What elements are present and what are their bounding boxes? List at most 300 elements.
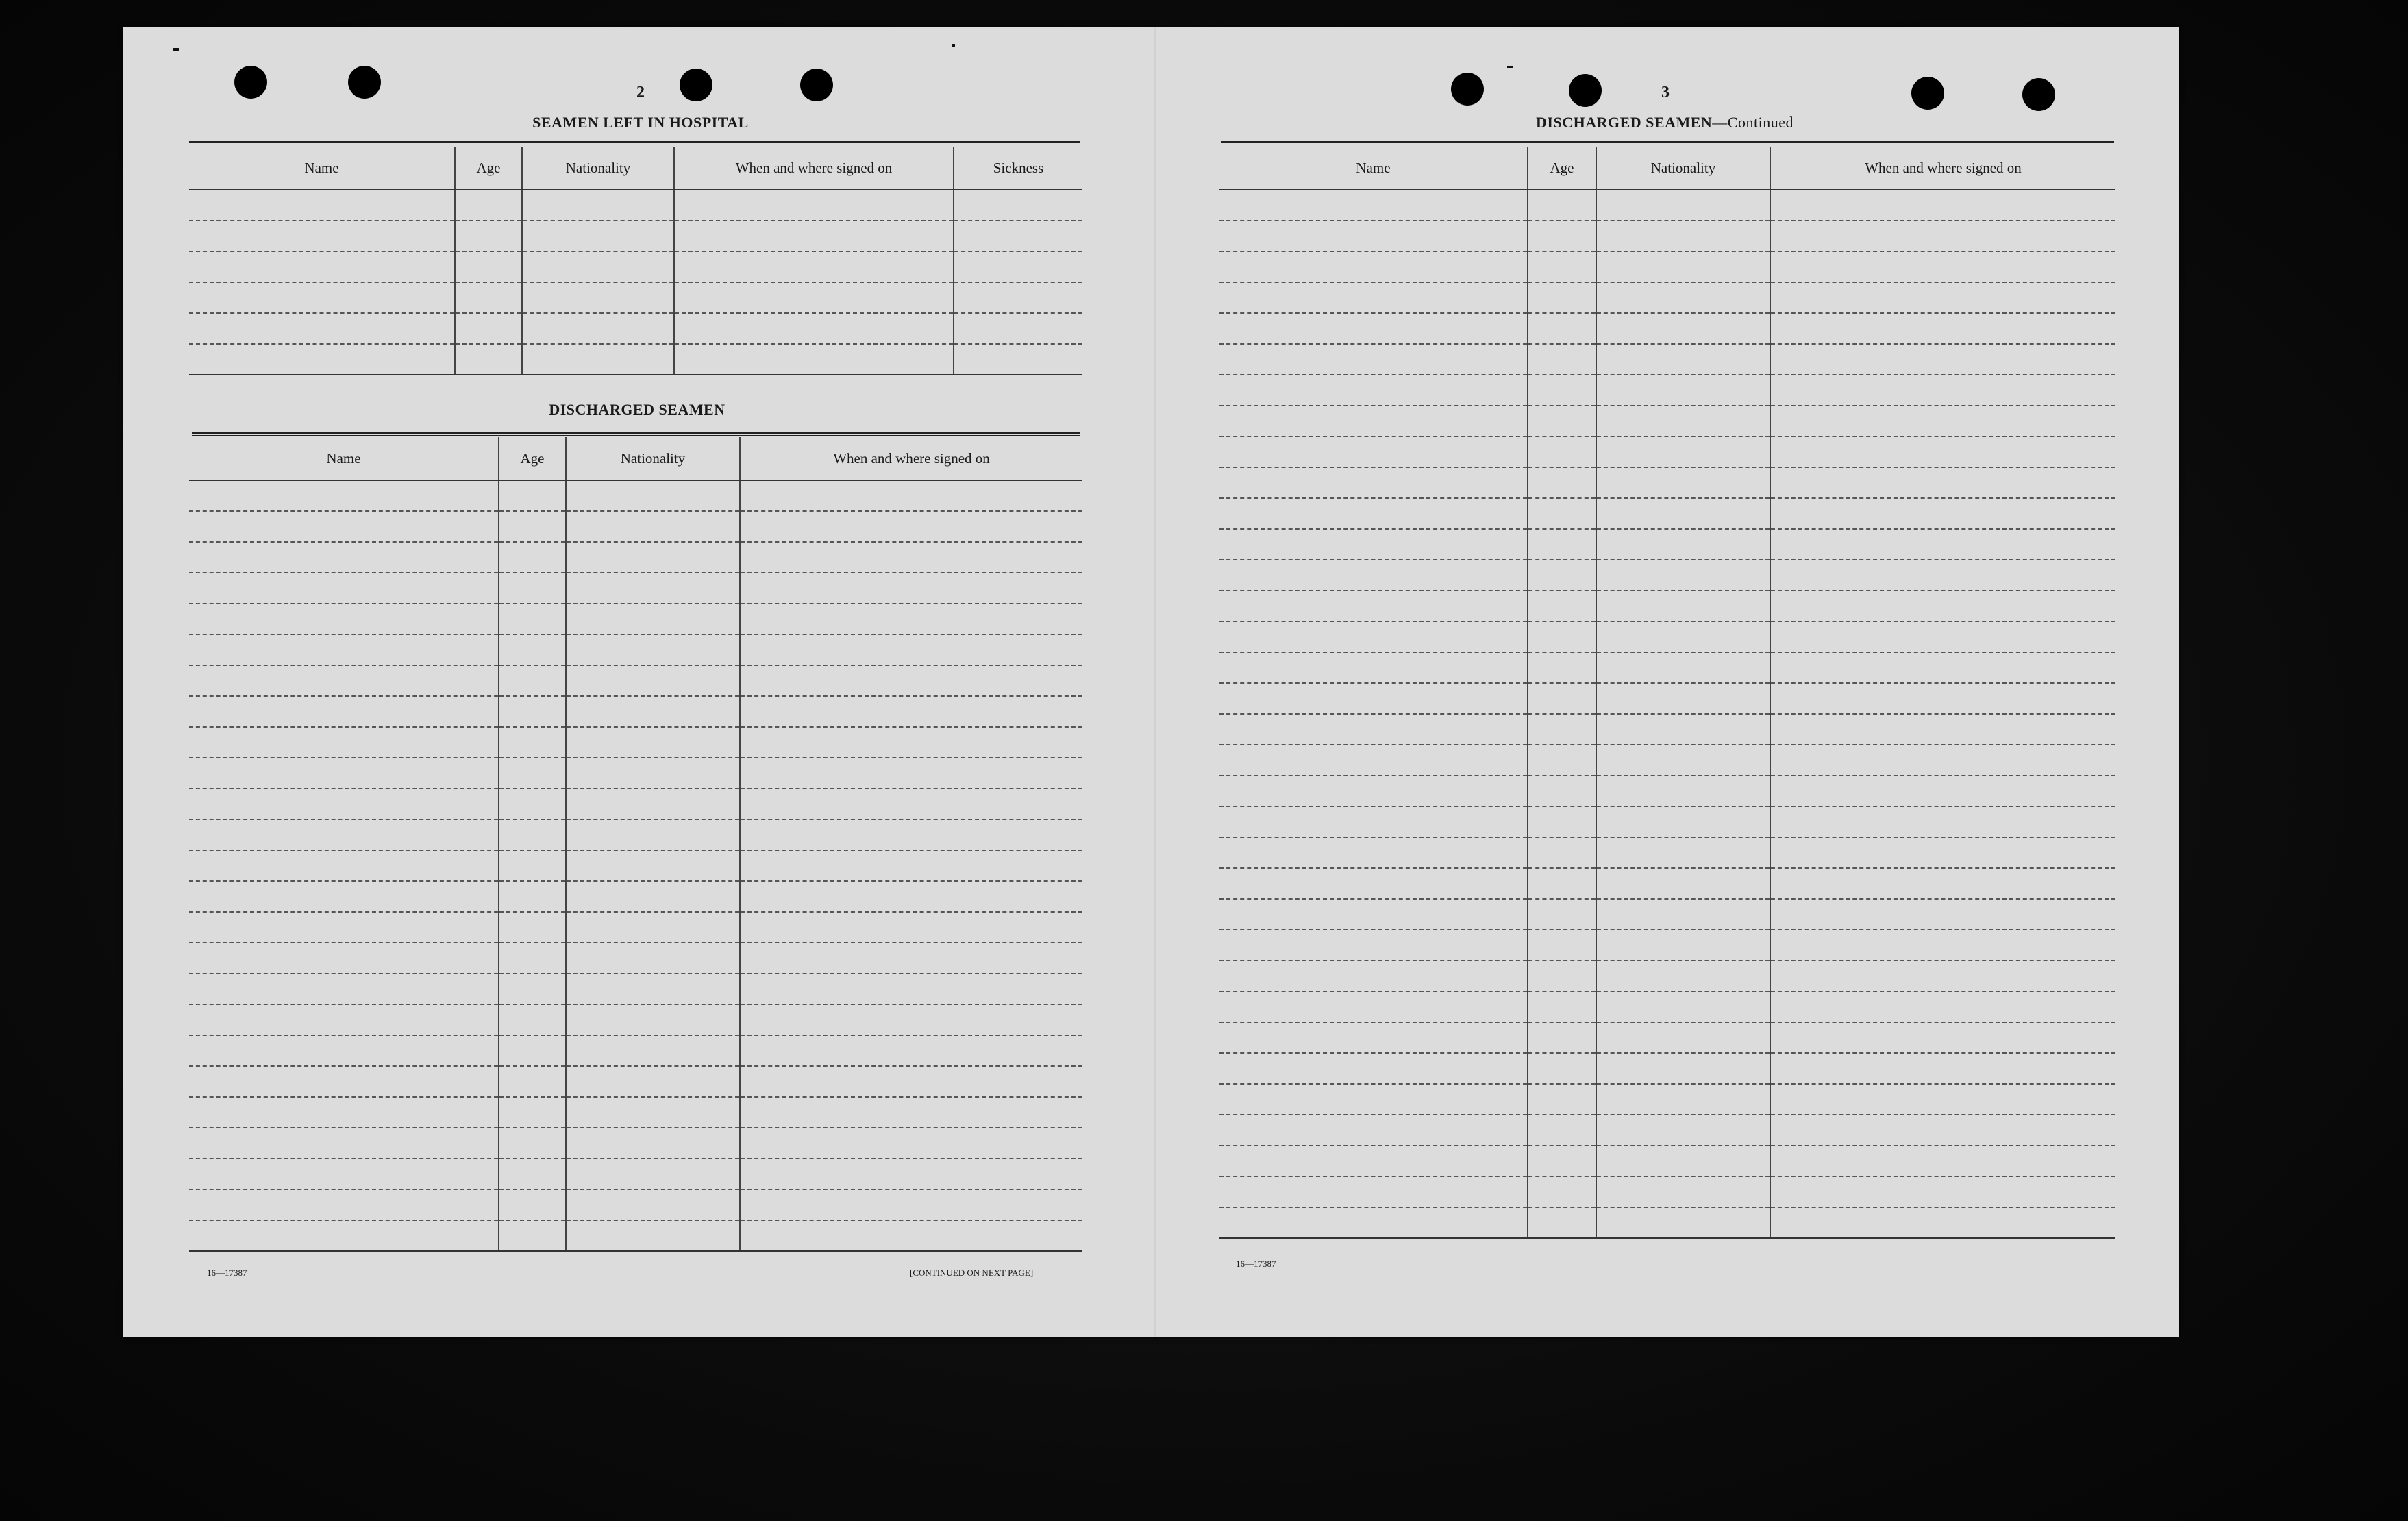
table-row bbox=[1219, 436, 2115, 467]
blank-cell bbox=[522, 344, 674, 375]
blank-cell bbox=[189, 313, 455, 344]
form-number-left: 16—17387 bbox=[207, 1268, 247, 1278]
blank-cell bbox=[1219, 652, 1528, 683]
table-row bbox=[189, 665, 1082, 696]
table-row bbox=[1219, 899, 2115, 930]
blank-cell bbox=[455, 251, 522, 282]
table-row bbox=[1219, 1053, 2115, 1084]
blank-cell bbox=[954, 221, 1082, 251]
blank-cell bbox=[522, 221, 674, 251]
blank-cell bbox=[674, 251, 954, 282]
table-row bbox=[1219, 1115, 2115, 1146]
table-row bbox=[189, 1035, 1082, 1066]
table-row bbox=[1219, 745, 2115, 776]
blank-cell bbox=[1219, 375, 1528, 406]
blank-cell bbox=[1528, 406, 1596, 436]
blank-cell bbox=[1596, 837, 1770, 868]
blank-cell bbox=[189, 221, 455, 251]
table-row bbox=[189, 1220, 1082, 1251]
blank-cell bbox=[189, 634, 499, 665]
blank-cell bbox=[740, 943, 1082, 974]
blank-cell bbox=[1219, 344, 1528, 375]
blank-cell bbox=[499, 1159, 566, 1189]
blank-cell bbox=[189, 480, 499, 511]
blank-cell bbox=[189, 850, 499, 881]
blank-cell bbox=[189, 912, 499, 943]
blank-cell bbox=[1596, 313, 1770, 344]
blank-cell bbox=[740, 912, 1082, 943]
table-row bbox=[189, 1128, 1082, 1159]
page-number-right: 3 bbox=[1661, 84, 1670, 101]
blank-cell bbox=[1596, 251, 1770, 282]
blank-cell bbox=[1219, 745, 1528, 776]
blank-cell bbox=[1596, 1115, 1770, 1146]
blank-cell bbox=[566, 665, 740, 696]
blank-cell bbox=[499, 696, 566, 727]
blank-cell bbox=[189, 511, 499, 542]
blank-cell bbox=[1219, 621, 1528, 652]
blank-cell bbox=[1596, 498, 1770, 529]
discharged-continued-title bbox=[1452, 114, 1877, 132]
blank-cell bbox=[1770, 221, 2115, 251]
blank-cell bbox=[566, 573, 740, 604]
blank-cell bbox=[1596, 714, 1770, 745]
column-header: Sickness bbox=[954, 147, 1082, 190]
blank-cell bbox=[499, 1220, 566, 1251]
blank-cell bbox=[1528, 313, 1596, 344]
table-row bbox=[1219, 1022, 2115, 1053]
blank-cell bbox=[1219, 1176, 1528, 1207]
ink-speck bbox=[952, 44, 955, 47]
ink-speck bbox=[173, 48, 179, 51]
blank-cell bbox=[1528, 344, 1596, 375]
punch-hole bbox=[1911, 77, 1944, 110]
blank-cell bbox=[1219, 1115, 1528, 1146]
table-row bbox=[1219, 991, 2115, 1022]
blank-cell bbox=[1219, 498, 1528, 529]
blank-cell bbox=[740, 1128, 1082, 1159]
table-row bbox=[1219, 683, 2115, 714]
blank-cell bbox=[1219, 251, 1528, 282]
blank-cell bbox=[499, 1004, 566, 1035]
blank-cell bbox=[740, 850, 1082, 881]
blank-cell bbox=[1528, 776, 1596, 806]
blank-cell bbox=[499, 634, 566, 665]
discharged-section-title: DISCHARGED SEAMEN bbox=[549, 401, 725, 418]
blank-cell bbox=[1596, 375, 1770, 406]
blank-cell bbox=[1770, 406, 2115, 436]
blank-cell bbox=[566, 1066, 740, 1097]
blank-cell bbox=[566, 604, 740, 634]
blank-cell bbox=[189, 758, 499, 789]
blank-cell bbox=[189, 881, 499, 912]
blank-cell bbox=[1770, 1115, 2115, 1146]
blank-cell bbox=[1596, 467, 1770, 498]
blank-cell bbox=[1596, 899, 1770, 930]
blank-cell bbox=[740, 604, 1082, 634]
blank-cell bbox=[499, 1097, 566, 1128]
blank-cell bbox=[740, 634, 1082, 665]
blank-cell bbox=[1770, 652, 2115, 683]
blank-cell bbox=[1596, 1022, 1770, 1053]
blank-cell bbox=[566, 789, 740, 819]
blank-cell bbox=[499, 758, 566, 789]
blank-cell bbox=[1770, 467, 2115, 498]
table-row bbox=[1219, 776, 2115, 806]
blank-cell bbox=[1596, 560, 1770, 591]
blank-cell bbox=[674, 313, 954, 344]
blank-cell bbox=[1528, 591, 1596, 621]
blank-cell bbox=[189, 1220, 499, 1251]
blank-cell bbox=[1219, 868, 1528, 899]
column-header: Nationality bbox=[1596, 147, 1770, 190]
blank-cell bbox=[1528, 529, 1596, 560]
punch-hole bbox=[1451, 73, 1484, 106]
blank-cell bbox=[1528, 467, 1596, 498]
table-row bbox=[189, 789, 1082, 819]
blank-cell bbox=[1528, 251, 1596, 282]
blank-cell bbox=[740, 480, 1082, 511]
blank-cell bbox=[499, 912, 566, 943]
table-row bbox=[1219, 930, 2115, 961]
blank-cell bbox=[1770, 991, 2115, 1022]
continued-suffix: —Continued bbox=[1712, 114, 1793, 131]
blank-cell bbox=[189, 819, 499, 850]
blank-cell bbox=[1219, 806, 1528, 837]
blank-cell bbox=[740, 1220, 1082, 1251]
blank-cell bbox=[740, 1066, 1082, 1097]
table-row bbox=[1219, 498, 2115, 529]
blank-cell bbox=[499, 511, 566, 542]
blank-cell bbox=[1770, 190, 2115, 221]
blank-cell bbox=[1219, 683, 1528, 714]
blank-cell bbox=[1596, 282, 1770, 313]
table-row bbox=[1219, 961, 2115, 991]
blank-cell bbox=[566, 727, 740, 758]
blank-cell bbox=[1528, 436, 1596, 467]
punch-hole bbox=[800, 69, 833, 101]
blank-cell bbox=[1596, 621, 1770, 652]
blank-cell bbox=[1219, 1084, 1528, 1115]
blank-cell bbox=[1596, 961, 1770, 991]
blank-cell bbox=[499, 974, 566, 1004]
blank-cell bbox=[674, 221, 954, 251]
blank-cell bbox=[1528, 621, 1596, 652]
table-row bbox=[1219, 344, 2115, 375]
column-header: When and where signed on bbox=[674, 147, 954, 190]
blank-cell bbox=[1528, 190, 1596, 221]
blank-cell bbox=[1770, 436, 2115, 467]
blank-cell bbox=[455, 282, 522, 313]
blank-cell bbox=[189, 1004, 499, 1035]
blank-cell bbox=[954, 313, 1082, 344]
hospital-table bbox=[189, 147, 1082, 375]
blank-cell bbox=[674, 282, 954, 313]
blank-cell bbox=[1596, 991, 1770, 1022]
table-row bbox=[1219, 1207, 2115, 1238]
blank-cell bbox=[189, 1189, 499, 1220]
blank-cell bbox=[1219, 991, 1528, 1022]
table-row bbox=[189, 1189, 1082, 1220]
table-row bbox=[189, 221, 1082, 251]
table-row bbox=[1219, 221, 2115, 251]
table-row bbox=[1219, 591, 2115, 621]
blank-cell bbox=[1528, 806, 1596, 837]
blank-cell bbox=[566, 1004, 740, 1035]
blank-cell bbox=[1528, 899, 1596, 930]
hospital-section-title: SEAMEN LEFT IN HOSPITAL bbox=[532, 114, 749, 131]
table-row bbox=[189, 850, 1082, 881]
blank-cell bbox=[740, 573, 1082, 604]
blank-cell bbox=[455, 221, 522, 251]
blank-cell bbox=[1219, 560, 1528, 591]
blank-cell bbox=[1528, 1022, 1596, 1053]
blank-cell bbox=[1219, 529, 1528, 560]
blank-cell bbox=[1219, 961, 1528, 991]
blank-cell bbox=[954, 282, 1082, 313]
blank-cell bbox=[1219, 190, 1528, 221]
blank-cell bbox=[674, 344, 954, 375]
blank-cell bbox=[499, 1066, 566, 1097]
table-row bbox=[189, 604, 1082, 634]
table-row bbox=[189, 634, 1082, 665]
blank-cell bbox=[1770, 621, 2115, 652]
blank-cell bbox=[1219, 221, 1528, 251]
table-row bbox=[189, 819, 1082, 850]
blank-cell bbox=[1770, 591, 2115, 621]
blank-cell bbox=[522, 313, 674, 344]
blank-cell bbox=[455, 190, 522, 221]
blank-cell bbox=[1596, 1207, 1770, 1238]
blank-cell bbox=[1770, 745, 2115, 776]
table-row bbox=[1219, 251, 2115, 282]
table-row bbox=[189, 727, 1082, 758]
blank-cell bbox=[1528, 1115, 1596, 1146]
blank-cell bbox=[1219, 591, 1528, 621]
blank-cell bbox=[1219, 899, 1528, 930]
blank-cell bbox=[522, 251, 674, 282]
blank-cell bbox=[1596, 1176, 1770, 1207]
blank-cell bbox=[740, 789, 1082, 819]
blank-cell bbox=[1596, 344, 1770, 375]
table-row bbox=[189, 344, 1082, 375]
blank-cell bbox=[566, 1220, 740, 1251]
blank-cell bbox=[499, 1035, 566, 1066]
blank-cell bbox=[1770, 560, 2115, 591]
table-row bbox=[189, 881, 1082, 912]
blank-cell bbox=[189, 542, 499, 573]
blank-cell bbox=[189, 251, 455, 282]
table-row bbox=[189, 1159, 1082, 1189]
table-row bbox=[1219, 652, 2115, 683]
blank-cell bbox=[1770, 961, 2115, 991]
blank-cell bbox=[566, 1128, 740, 1159]
blank-cell bbox=[189, 665, 499, 696]
blank-cell bbox=[1219, 406, 1528, 436]
blank-cell bbox=[1770, 1053, 2115, 1084]
table-row bbox=[1219, 837, 2115, 868]
blank-cell bbox=[1219, 436, 1528, 467]
blank-cell bbox=[740, 511, 1082, 542]
blank-cell bbox=[566, 943, 740, 974]
blank-cell bbox=[455, 313, 522, 344]
open-form-spread bbox=[123, 27, 2179, 1337]
page-number-left: 2 bbox=[636, 84, 645, 101]
discharged-continued-title-text: DISCHARGED SEAMEN bbox=[1536, 114, 1713, 131]
blank-cell bbox=[499, 1128, 566, 1159]
blank-cell bbox=[740, 1159, 1082, 1189]
table-row bbox=[189, 943, 1082, 974]
blank-cell bbox=[499, 819, 566, 850]
blank-cell bbox=[189, 727, 499, 758]
blank-cell bbox=[499, 542, 566, 573]
table-row bbox=[1219, 190, 2115, 221]
blank-cell bbox=[1596, 1084, 1770, 1115]
blank-cell bbox=[566, 850, 740, 881]
blank-cell bbox=[1596, 745, 1770, 776]
blank-cell bbox=[1528, 282, 1596, 313]
table-row bbox=[1219, 714, 2115, 745]
blank-cell bbox=[1770, 683, 2115, 714]
blank-cell bbox=[566, 819, 740, 850]
blank-cell bbox=[740, 1035, 1082, 1066]
continued-header-rule bbox=[1221, 141, 2114, 145]
blank-cell bbox=[499, 727, 566, 758]
blank-cell bbox=[1596, 930, 1770, 961]
blank-cell bbox=[566, 480, 740, 511]
column-header: Nationality bbox=[522, 147, 674, 190]
blank-cell bbox=[499, 1189, 566, 1220]
table-row bbox=[1219, 868, 2115, 899]
blank-cell bbox=[1596, 529, 1770, 560]
blank-cell bbox=[1528, 375, 1596, 406]
blank-cell bbox=[1528, 221, 1596, 251]
blank-cell bbox=[1528, 991, 1596, 1022]
blank-cell bbox=[499, 881, 566, 912]
blank-cell bbox=[1528, 868, 1596, 899]
table-row bbox=[1219, 282, 2115, 313]
table-row bbox=[1219, 560, 2115, 591]
blank-cell bbox=[1596, 591, 1770, 621]
blank-cell bbox=[1528, 1146, 1596, 1176]
form-number-right: 16—17387 bbox=[1236, 1259, 1276, 1269]
blank-cell bbox=[1219, 930, 1528, 961]
blank-cell bbox=[1528, 498, 1596, 529]
column-header: Name bbox=[1219, 147, 1528, 190]
blank-cell bbox=[1528, 683, 1596, 714]
continued-note: [CONTINUED ON NEXT PAGE] bbox=[910, 1268, 1034, 1278]
blank-cell bbox=[1596, 806, 1770, 837]
table-row bbox=[1219, 806, 2115, 837]
blank-cell bbox=[1770, 344, 2115, 375]
punch-hole bbox=[234, 66, 267, 99]
blank-cell bbox=[1528, 930, 1596, 961]
blank-cell bbox=[189, 1128, 499, 1159]
blank-cell bbox=[566, 634, 740, 665]
blank-cell bbox=[499, 573, 566, 604]
punch-hole bbox=[1569, 74, 1602, 107]
blank-cell bbox=[1770, 498, 2115, 529]
blank-cell bbox=[740, 819, 1082, 850]
column-header: Age bbox=[455, 147, 522, 190]
blank-cell bbox=[499, 943, 566, 974]
blank-cell bbox=[189, 1097, 499, 1128]
blank-cell bbox=[1219, 1207, 1528, 1238]
column-header: Name bbox=[189, 147, 455, 190]
blank-cell bbox=[740, 974, 1082, 1004]
blank-cell bbox=[1596, 406, 1770, 436]
blank-cell bbox=[1528, 1053, 1596, 1084]
center-fold bbox=[1154, 27, 1156, 1337]
blank-cell bbox=[189, 344, 455, 375]
table-row bbox=[1219, 1176, 2115, 1207]
table-row bbox=[1219, 1084, 2115, 1115]
blank-cell bbox=[1528, 652, 1596, 683]
table-row bbox=[1219, 313, 2115, 344]
table-row bbox=[189, 511, 1082, 542]
blank-cell bbox=[566, 542, 740, 573]
blank-cell bbox=[189, 604, 499, 634]
column-header: When and where signed on bbox=[740, 437, 1082, 480]
blank-cell bbox=[189, 1066, 499, 1097]
blank-cell bbox=[1219, 1022, 1528, 1053]
blank-cell bbox=[1219, 1146, 1528, 1176]
blank-cell bbox=[740, 1097, 1082, 1128]
blank-cell bbox=[1528, 714, 1596, 745]
blank-cell bbox=[189, 1159, 499, 1189]
blank-cell bbox=[566, 1189, 740, 1220]
blank-cell bbox=[1770, 806, 2115, 837]
blank-cell bbox=[740, 542, 1082, 573]
blank-cell bbox=[1770, 1146, 2115, 1176]
blank-cell bbox=[1770, 313, 2115, 344]
blank-cell bbox=[566, 881, 740, 912]
blank-cell bbox=[499, 789, 566, 819]
blank-cell bbox=[1770, 1022, 2115, 1053]
table-row bbox=[189, 758, 1082, 789]
table-row bbox=[189, 1097, 1082, 1128]
blank-cell bbox=[740, 727, 1082, 758]
table-row bbox=[189, 190, 1082, 221]
blank-cell bbox=[566, 1097, 740, 1128]
blank-cell bbox=[1528, 1207, 1596, 1238]
blank-cell bbox=[189, 573, 499, 604]
blank-cell bbox=[1770, 282, 2115, 313]
blank-cell bbox=[189, 696, 499, 727]
blank-cell bbox=[1219, 776, 1528, 806]
blank-cell bbox=[1596, 868, 1770, 899]
blank-cell bbox=[740, 665, 1082, 696]
column-header: Nationality bbox=[566, 437, 740, 480]
table-row bbox=[1219, 375, 2115, 406]
table-row bbox=[189, 480, 1082, 511]
table-row bbox=[1219, 621, 2115, 652]
blank-cell bbox=[189, 789, 499, 819]
blank-cell bbox=[522, 190, 674, 221]
blank-cell bbox=[499, 850, 566, 881]
blank-cell bbox=[189, 190, 455, 221]
discharged-header-rule bbox=[192, 432, 1080, 436]
blank-cell bbox=[566, 974, 740, 1004]
blank-cell bbox=[954, 190, 1082, 221]
blank-cell bbox=[1770, 1084, 2115, 1115]
blank-cell bbox=[1596, 221, 1770, 251]
blank-cell bbox=[1770, 251, 2115, 282]
blank-cell bbox=[189, 974, 499, 1004]
table-row bbox=[189, 542, 1082, 573]
blank-cell bbox=[674, 190, 954, 221]
blank-cell bbox=[1596, 776, 1770, 806]
